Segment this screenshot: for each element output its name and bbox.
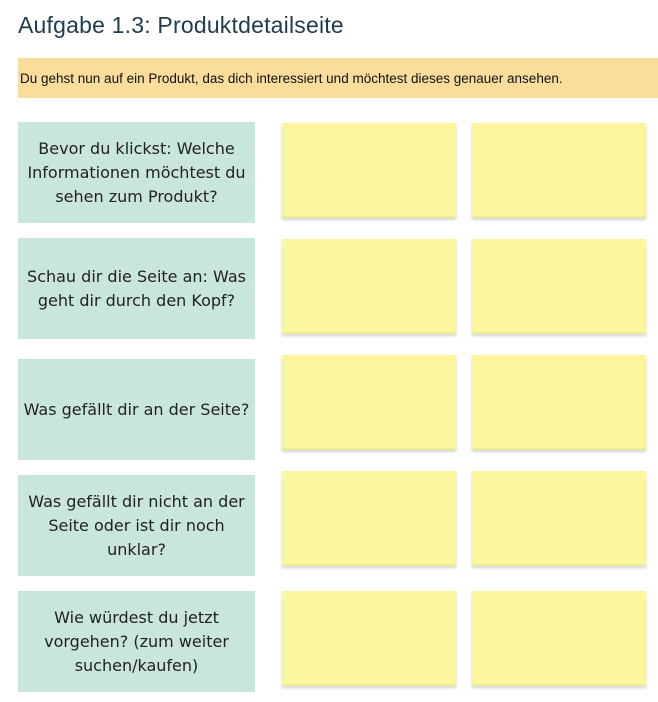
sticky-note-5b[interactable]: [472, 591, 646, 686]
sticky-note-1a[interactable]: [282, 123, 456, 218]
sticky-note-4a[interactable]: [282, 471, 456, 566]
sticky-note-2a[interactable]: [282, 239, 456, 334]
page-title: Aufgabe 1.3: Produktdetailseite: [18, 12, 344, 38]
question-card-1: Bevor du klickst: Welche Informationen möchtest du sehen zum Produkt?: [18, 122, 255, 223]
question-card-4: Was gefällt dir nicht an der Seite oder ist dir noch unklar?: [18, 475, 255, 576]
question-card-2: Schau dir die Seite an: Was geht dir durch den Kopf?: [18, 238, 255, 339]
sticky-note-3a[interactable]: [282, 355, 456, 450]
sticky-note-2b[interactable]: [472, 239, 646, 334]
question-card-3: Was gefällt dir an der Seite?: [18, 359, 255, 460]
instruction-banner: Du gehst nun auf ein Produkt, das dich interessiert und möchtest dieses genauer ansehen.: [18, 58, 658, 98]
sticky-note-1b[interactable]: [472, 123, 646, 218]
sticky-note-5a[interactable]: [282, 591, 456, 686]
sticky-note-4b[interactable]: [472, 471, 646, 566]
sticky-note-3b[interactable]: [472, 355, 646, 450]
question-card-5: Wie würdest du jetzt vorgehen? (zum weiter suchen/kaufen): [18, 591, 255, 692]
